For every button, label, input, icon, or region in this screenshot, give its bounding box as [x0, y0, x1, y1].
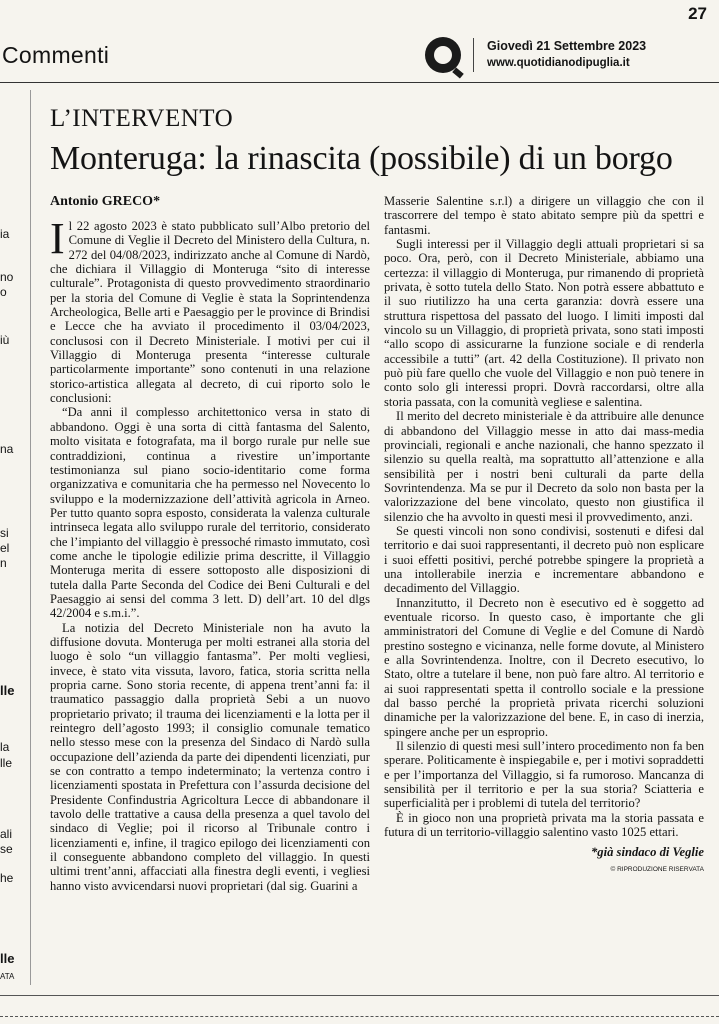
author-signature: *già sindaco di Veglie: [591, 845, 704, 860]
article-paragraph: Sugli interessi per il Villaggio degli attuali proprietari si sa poco. Ora, però, con il Decreto Ministeriale, abbiamo una certezza: il villaggio di Monteruga, pur rimanendo di proprietà privata, è sotto tutela dello Stato. Non potrà essere abbattuto e il suo riutilizzo ha una certa garanzia: dovrà essere una struttura rispettosa del passato del luogo. I limiti imposti dal vincolo su un Villaggio, di proprietà privata, sono stati imposti “allo scopo di assicurarne la funzione sociale e di renderla accessibile a tutti” (art. 42 della Costituzione). Il privato non può più fare quello che vuole del Villaggio e non può tenere in conto solo gli interessi propri. Dovrà raccordarsi, oltre alla storia passata, con la comunità vegliese e salentina.: [384, 237, 704, 409]
adjacent-text-fragment: la: [0, 740, 10, 754]
adjacent-text-fragment: na: [0, 442, 14, 456]
section-title: Commenti: [2, 42, 110, 68]
article-headline: Monteruga: la rinascita (possibile) di un borgo: [50, 140, 673, 177]
adjacent-text-fragment: iù: [0, 333, 10, 347]
q-logo-icon: [425, 37, 461, 73]
footer-dashed-rule: [0, 1016, 719, 1017]
header-rule: [0, 82, 719, 83]
copyright-notice: © RIPRODUZIONE RISERVATA: [610, 865, 704, 873]
article-paragraph: Se questi vincoli non sono condivisi, sostenuti e difesi dal territorio e dai suoi rappresentanti, il decreto può non esplicare i suoi effetti positivi, perché potrebbe spingere la proprietà a una intollerabile inerzia e incrementare abbandono e decadimento del Villaggio.: [384, 523, 704, 596]
article-paragraph: Il 22 agosto 2023 è stato pubblicato sull’Albo pretorio del Comune di Veglie il Decreto del Ministero della Cultura, n. 272 del 04/08/2023, indirizzato anche al Comune di Nardò, che dichiara il Villaggio di Monteruga “sito di interesse culturale”. Protagonista di questo provvedimento straordinario per la storia del Comune di Veglie è stata la Soprintendenza Archeologica, Belle arti e Paesaggio per le province di Brindisi e Lecce che ha avviato il procedimento il 03/04/2023, conclusosi con il Decreto Ministeriale. I motivi per cui il Villaggio di Monteruga presenta “interesse culturale particolarmente importante” sono contenuti in una relazione storico-artistica allegata al decreto, di cui riporto solo le conclusioni:: [50, 214, 370, 406]
adjacent-column-strip: [0, 90, 31, 985]
article-paragraph: La notizia del Decreto Ministeriale non ha avuto la diffusione dovuta. Monteruga per molti estranei alla storia del luogo è solo “un villaggio fantasma”. Per molti vegliesi, invece, è stato vita vissuta, lavoro, fatica, storia scritta nella propria carne. Sono storia recente, di appena trent’anni fa: il traumatico passaggio dalla proprietà Sebi a un nuovo proprietario privato; il trauma dei licenziamenti e la lotta per il reintegro dell’agosto 1993; il consiglio comunale tematico nello stesso mese con la presenza del Sindaco di Nardò sulla occupazione dell’azienda da parte dei dipendenti licenziati, pur se con contratto a tempo indeterminato; la vertenza contro i licenziamenti spostata in Prefettura con l’assurda decisione del Presidente Confindustria Agricoltura Lecce di abbandonare il tavolo delle trattative a causa della presenza a quel tavolo del sindaco di Veglie; poi il ricorso al Tribunale contro i licenziamenti e, infine, il tragico epilogo dei licenziamenti con il conseguente abbandono completo del villaggio. In questi ultimi trent’anni, affacciati alla finestra degli eventi, i vegliesi hanno visto avvicendarsi nuovi proprietari (dal sig. Guarini a: [50, 620, 370, 893]
website-link[interactable]: www.quotidianodipuglia.it: [487, 57, 630, 69]
adjacent-text-fragment: ia: [0, 227, 10, 241]
article-paragraph: Il silenzio di questi mesi sull’intero procedimento non fa ben sperare. Politicamente è inspiegabile e, per i motivi sopraddetti e per l’importanza del Villaggio, si fa rumoroso. Mancanza di sensibilità per il territorio e per la sua storia? Sciatteria e superficialità per i problemi di tutela del territorio?: [384, 739, 704, 811]
article-column-left: [50, 214, 371, 893]
article-paragraph: Innanzitutto, il Decreto non è esecutivo ed è soggetto ad eventuale ricorso. In questo caso, è importante che gli amministratori del Comune di Veglie e del Comune di Nardò prestino sostegno e vicinanza, nelle forme dovute, al Ministero e alla Sovrintendenza. Inoltre, con il Decreto esecutivo, lo Stato, oltre a tutelare il bene, non può fare altro. Al territorio e ai suoi rappresentati spetta il controllo sociale e la pressione dal basso perché la proprietà privata ricerchi soluzioni dinamiche per la valorizzazione del bene. E, in caso di inerzia, spingere anche per un esproprio.: [384, 595, 704, 739]
article-paragraph: Il merito del decreto ministeriale è da attribuire alle denunce di abbandono del Villaggio messe in atto dai mass-media provinciali, regionali e anche nazionali, che hanno spezzato il silenzio su quella realtà, ma soprattutto all’attenzione e alla sensibilità per i nostri beni culturali da parte della Sovrintendenza. Ma se pur il Decreto da solo non basta per la valorizzazione del bene vincolato, questo non giustifica il silenzio che ha avvolto in questi mesi il provvedimento, anzi.: [384, 409, 704, 524]
header-divider: [473, 38, 474, 72]
article-byline: Antonio GRECO*: [50, 194, 161, 209]
adjacent-text-fragment: o: [0, 285, 7, 299]
adjacent-text-fragment: si: [0, 526, 9, 540]
adjacent-text-fragment: lle: [0, 683, 15, 698]
issue-date: Giovedì 21 Settembre 2023: [487, 39, 647, 53]
adjacent-text-fragment: lle: [0, 756, 13, 770]
adjacent-text-fragment: el: [0, 541, 10, 555]
adjacent-text-fragment: ali: [0, 827, 13, 841]
adjacent-text-fragment: lle: [0, 951, 15, 966]
article-paragraph: “Da anni il complesso architettonico versa in stato di abbandono. Oggi è una sorta di città fantasma del Salento, molto visitata e fotografata, ma il borgo rurale pur nelle sue contraddizioni, continua a rivestire un’importante testimonianza sul piano socio-identitario come forma organizzativa e comunitaria che ha permesso nel Novecento lo sviluppo e la modernizzazione dell’attività agricola in Arneo. Per tutto quanto sopra esposto, considerata la valenza culturale intrinseca legata allo sviluppo rurale del territorio, considerato che l’impianto del villaggio è pressoché rimasto immutato, così come anche le tipologie edilizie prima descritte, il Villaggio Monteruga merita di essere sottoposto alle disposizioni di tutela dalla Parte Seconda del Codice dei Beni Culturali e del Paesaggio ai sensi del comma 3 lett. D) dell’art. 10 del dlgs 42/2004 e s.m.i.”.: [50, 405, 371, 621]
footer-rule: [0, 995, 719, 996]
adjacent-text-fragment: se: [0, 842, 13, 856]
article-paragraph: Masserie Salentine s.r.l) a dirigere un villaggio che con il trascorrere del tempo è stato abitato sempre più da spettri e fantasmi.: [384, 194, 704, 237]
article-paragraph: È in gioco non una proprietà privata ma la storia passata e futura di un territorio-villaggio salentino vasto 1025 ettari.: [384, 810, 704, 840]
article-column-right: [384, 194, 704, 877]
adjacent-text-fragment: ATA: [0, 972, 15, 981]
adjacent-text-fragment: n: [0, 556, 7, 570]
adjacent-text-fragment: he: [0, 871, 14, 885]
drop-cap: I: [50, 214, 65, 263]
article-kicker: L’INTERVENTO: [50, 105, 234, 132]
adjacent-text-fragment: no: [0, 270, 14, 284]
page-number: 27: [688, 4, 707, 23]
